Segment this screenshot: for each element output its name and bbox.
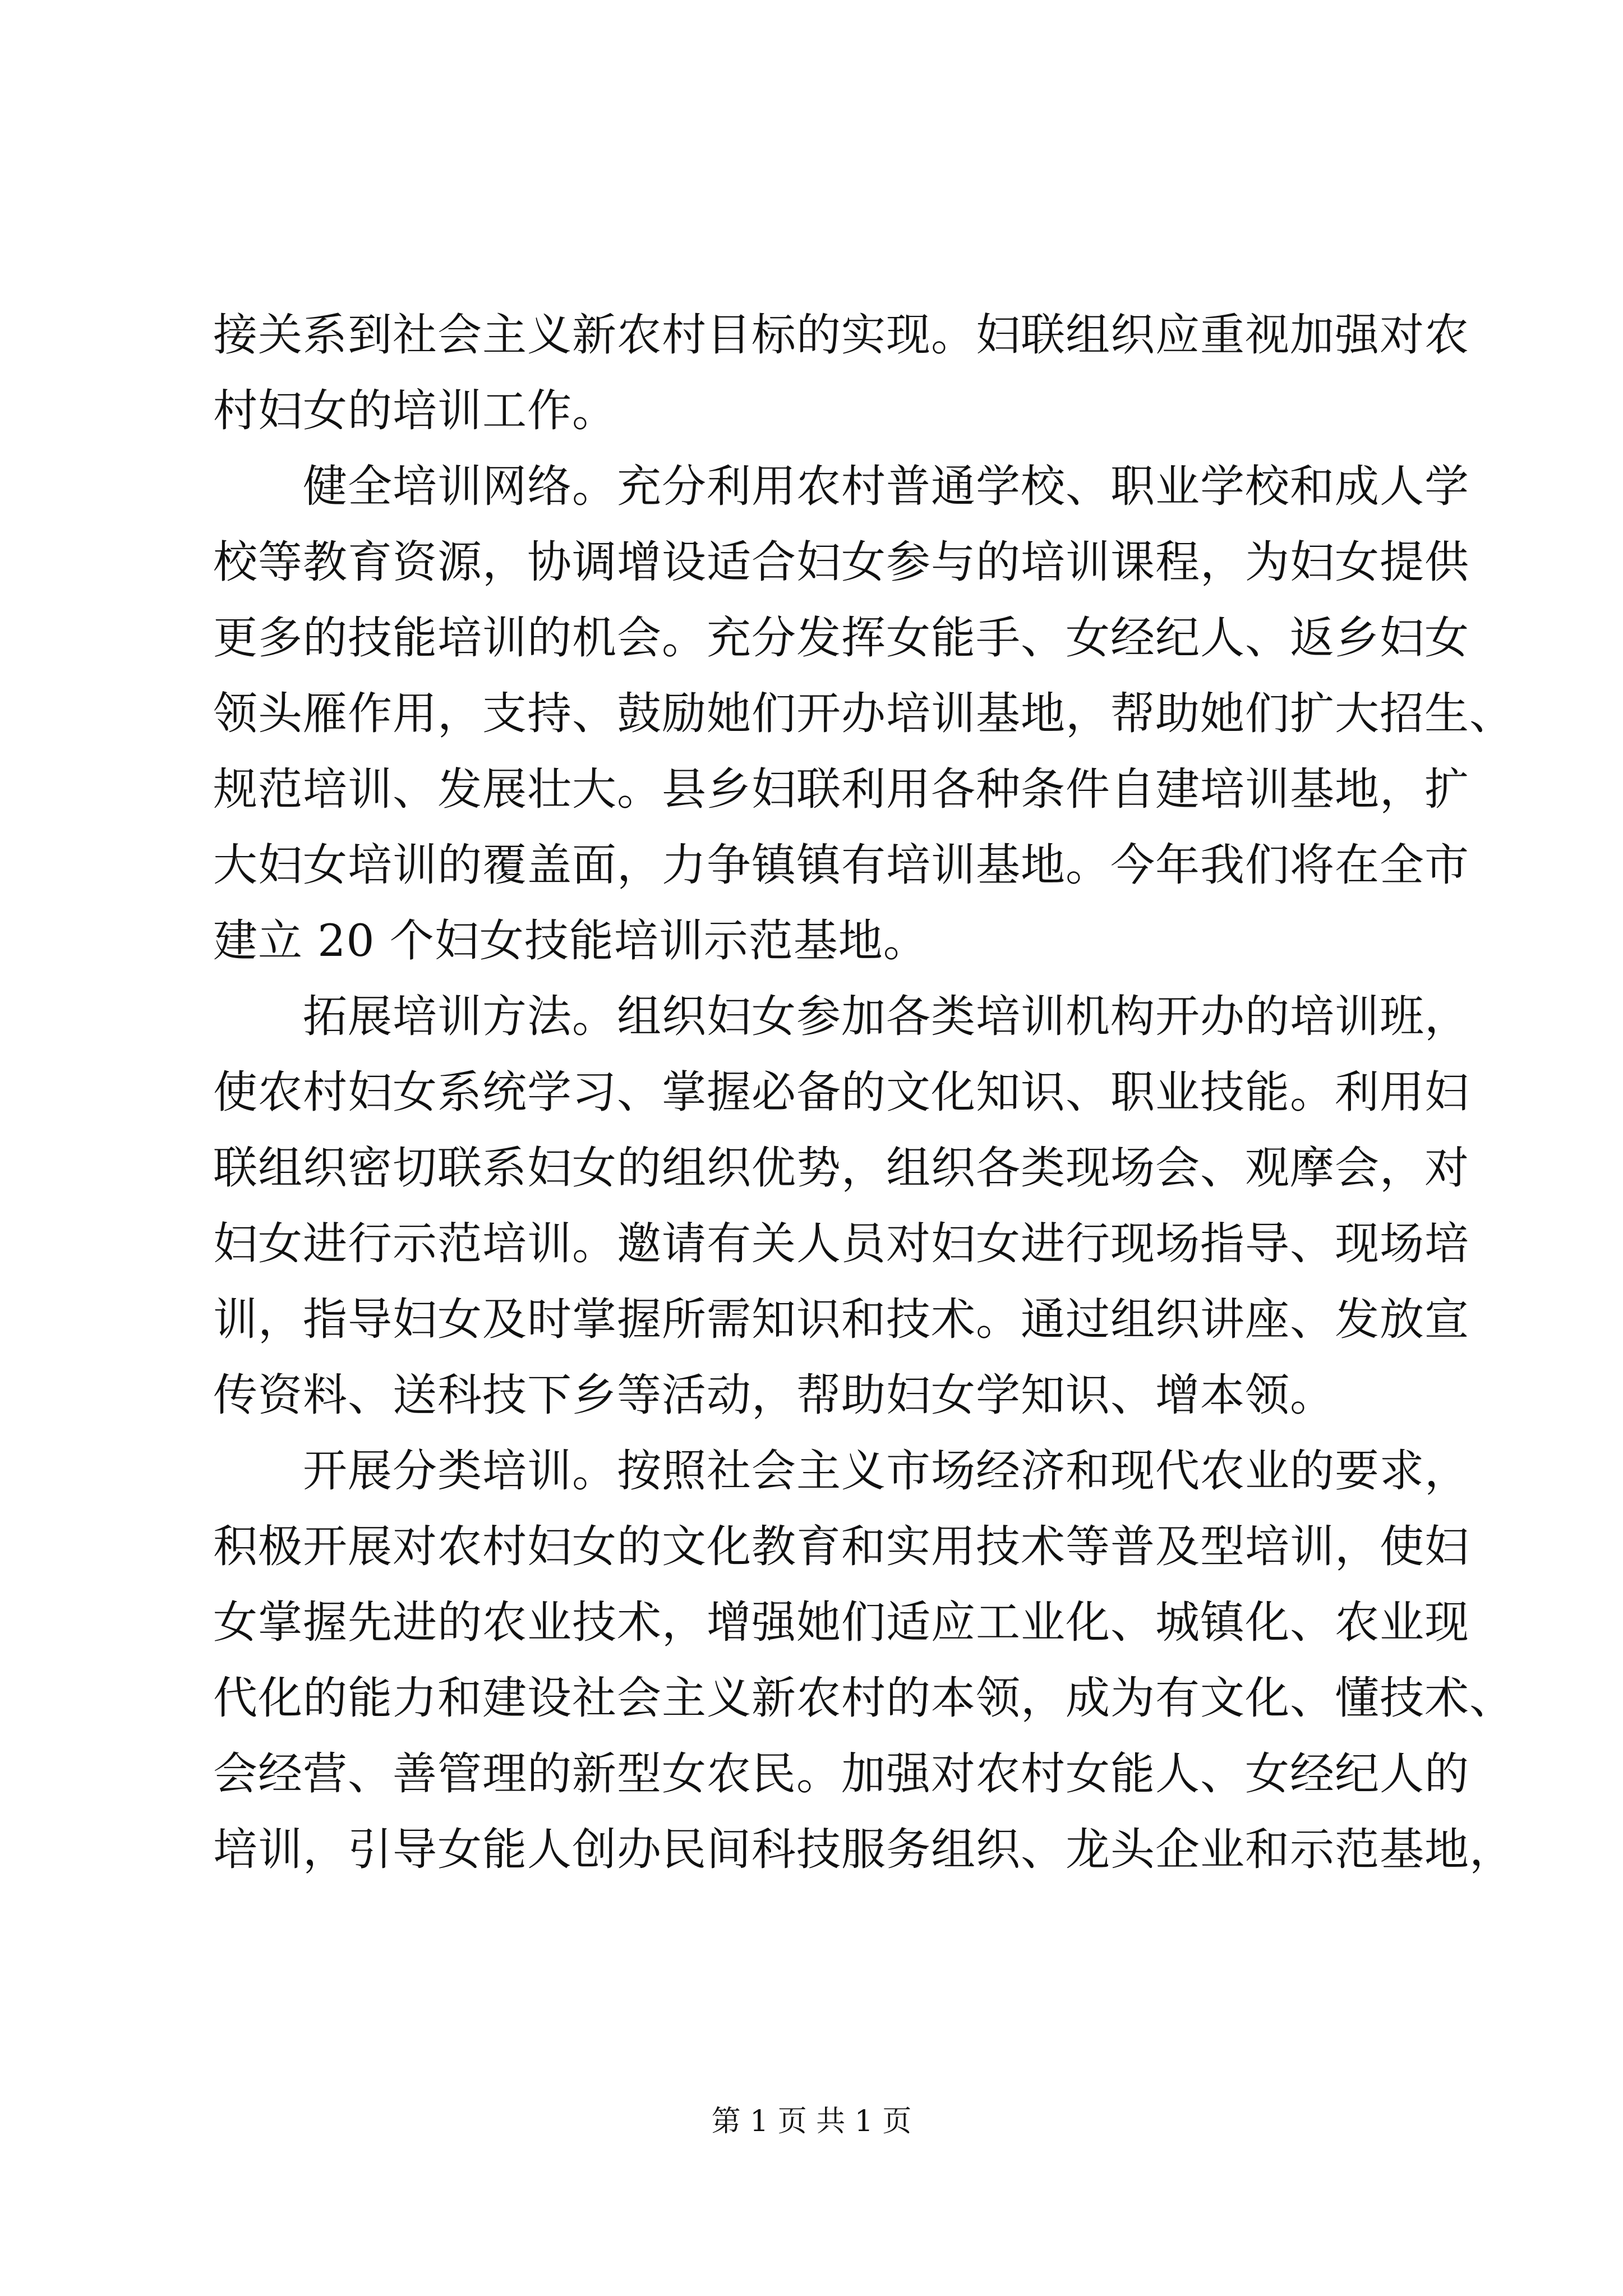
page-footer: 第 1 页 共 1 页 [711, 2105, 912, 2138]
text-line: 拓展培训方法。组织妇女参加各类培训机构开办的培训班， [303, 991, 1469, 1042]
text-line: 建立 20 个妇女技能培训示范基地。 [213, 915, 928, 967]
paragraph-training-network [213, 449, 1514, 979]
document-body [213, 297, 1514, 1888]
text-line: 积极开展对农村妇女的文化教育和实用技术等普及型培训，使妇 [213, 1521, 1469, 1572]
text-line: 代化的能力和建设社会主义新农村的本领，成为有文化、懂技术、 [213, 1672, 1514, 1724]
text-line: 妇女进行示范培训。邀请有关人员对妇女进行现场指导、现场培 [213, 1218, 1469, 1269]
text-line: 规范培训、发展壮大。县乡妇联利用各种条件自建培训基地，扩 [213, 763, 1469, 815]
text-line: 使农村妇女系统学习、掌握必备的文化知识、职业技能。利用妇 [213, 1066, 1469, 1118]
text-line: 训，指导妇女及时掌握所需知识和技术。通过组织讲座、发放宣 [213, 1294, 1469, 1345]
text-line: 更多的技能培训的机会。充分发挥女能手、女经纪人、返乡妇女 [213, 612, 1469, 664]
text-line: 接关系到社会主义新农村目标的实现。妇联组织应重视加强对农 [213, 309, 1469, 361]
text-line: 培训，引导女能人创办民间科技服务组织、龙头企业和示范基地， [213, 1824, 1514, 1875]
paragraph-classified-training [213, 1433, 1514, 1888]
text-line: 联组织密切联系妇女的组织优势，组织各类现场会、观摩会，对 [213, 1142, 1469, 1194]
text-line: 村妇女的培训工作。 [213, 385, 617, 436]
text-line: 大妇女培训的覆盖面，力争镇镇有培训基地。今年我们将在全市 [213, 839, 1469, 891]
text-line: 会经营、善管理的新型女农民。加强对农村女能人、女经纪人的 [213, 1748, 1469, 1800]
text-line: 领头雁作用，支持、鼓励她们开办培训基地，帮助她们扩大招生、 [213, 688, 1514, 739]
paragraph-training-methods [213, 979, 1469, 1433]
text-line: 校等教育资源，协调增设适合妇女参与的培训课程，为妇女提供 [213, 536, 1469, 588]
text-line: 传资料、送科技下乡等活动，帮助妇女学知识、增本领。 [213, 1369, 1335, 1421]
text-line: 开展分类培训。按照社会主义市场经济和现代农业的要求， [303, 1445, 1469, 1497]
text-line: 女掌握先进的农业技术，增强她们适应工业化、城镇化、农业现 [213, 1596, 1469, 1648]
paragraph-intro-continuation [213, 297, 1469, 449]
text-line: 健全培训网络。充分利用农村普通学校、职业学校和成人学 [303, 461, 1469, 512]
